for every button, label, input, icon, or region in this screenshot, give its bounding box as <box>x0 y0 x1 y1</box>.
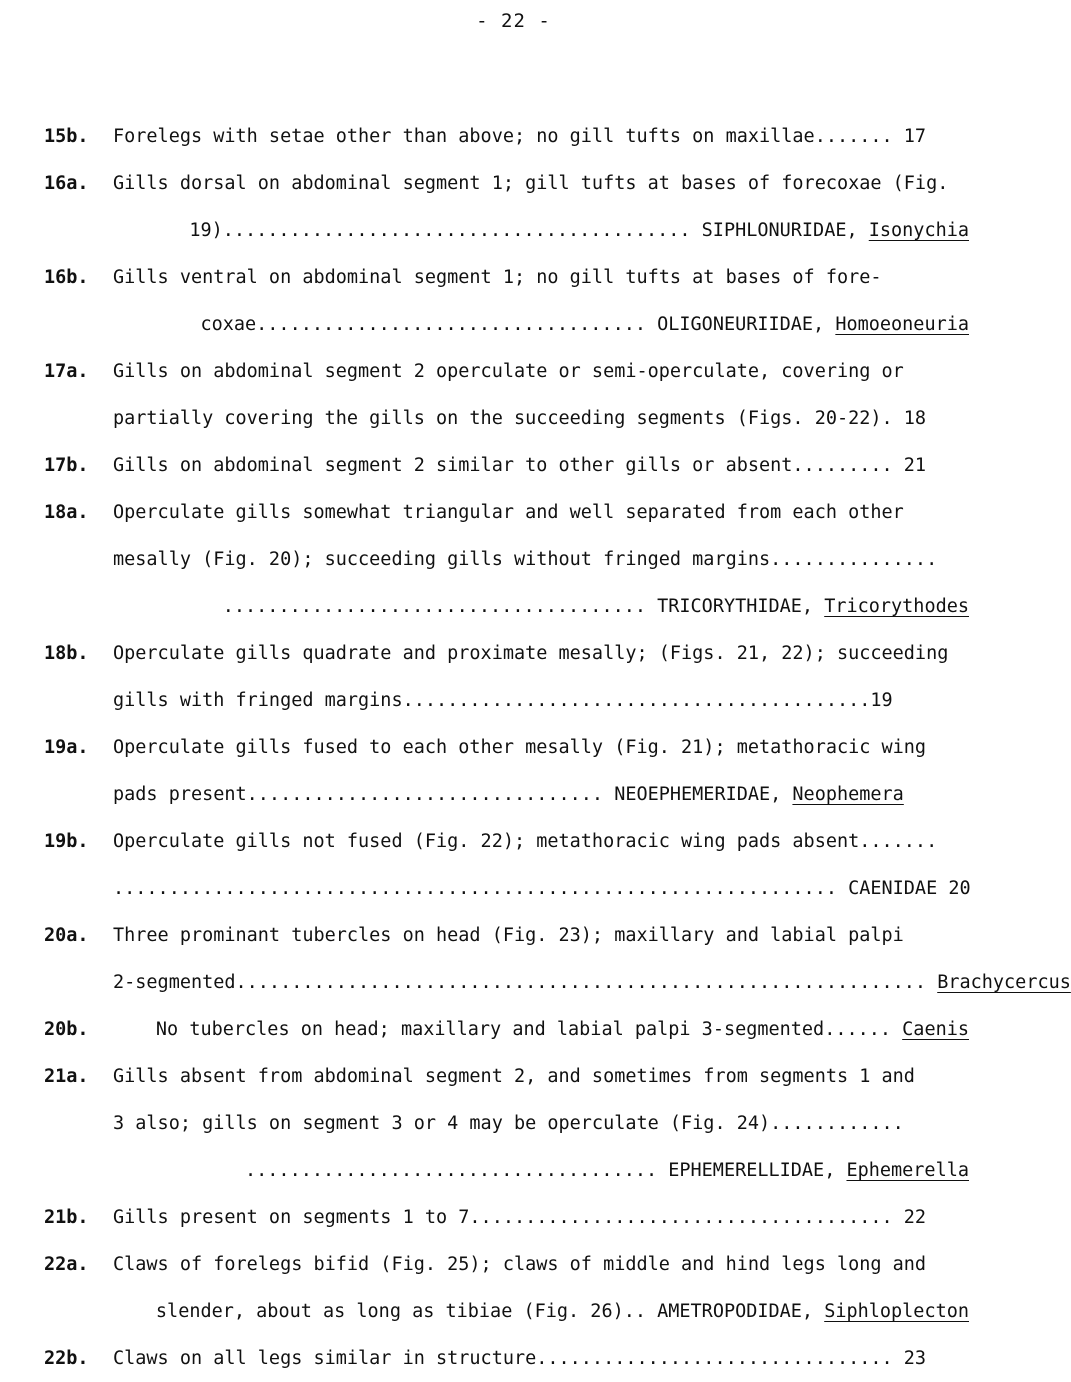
couplet-text <box>113 160 1027 207</box>
couplet-number: 22a. <box>44 1254 89 1275</box>
genus-name: Siphloplecton <box>824 1301 969 1322</box>
couplet-text <box>113 1100 1027 1147</box>
couplet-statement: gills with fringed margins..........................................19 <box>113 690 893 711</box>
key-line <box>0 1147 1027 1194</box>
key-line <box>0 959 1071 1006</box>
key-line <box>0 489 1027 536</box>
couplet-text <box>113 254 1027 301</box>
genus-name: Isonychia <box>868 220 969 241</box>
couplet-statement: ..................................... EPHEMERELLIDAE, <box>245 1160 847 1181</box>
couplet-statement: slender, about as long as tibiae (Fig. 26).. AMETROPODIDAE, <box>155 1301 825 1322</box>
key-line <box>0 1335 1027 1382</box>
couplet-number: 19a. <box>44 737 89 758</box>
key-line <box>0 1288 1027 1335</box>
couplet-text <box>113 1194 1027 1241</box>
key-line <box>0 1053 1027 1100</box>
key-line <box>0 630 1027 677</box>
page-number: - 22 - <box>476 10 551 32</box>
genus-name: Homoeoneuria <box>835 314 969 335</box>
key-line <box>0 442 1027 489</box>
couplet-statement: Gills absent from abdominal segment 2, and sometimes from segments 1 and <box>113 1066 915 1087</box>
couplet-statement: Gills dorsal on abdominal segment 1; gill tufts at bases of forecoxae (Fig. <box>113 173 949 194</box>
couplet-statement: pads present................................ NEOEPHEMERIDAE, <box>113 784 793 805</box>
key-line <box>0 583 1027 630</box>
couplet-number: 17b. <box>44 455 89 476</box>
key-line <box>0 865 1027 912</box>
couplet-text <box>113 442 1027 489</box>
couplet-text <box>113 583 969 630</box>
couplet-number: 22b. <box>44 1348 89 1369</box>
key-line <box>0 395 1027 442</box>
couplet-number: 18a. <box>44 502 89 523</box>
key-line <box>0 724 1027 771</box>
couplet-statement: ................................................................. CAENIDAE 20 <box>113 878 971 899</box>
key-line <box>0 254 1027 301</box>
couplet-text <box>113 348 1027 395</box>
couplet-statement: 3 also; gills on segment 3 or 4 may be operculate (Fig. 24)............ <box>113 1113 904 1134</box>
couplet-number: 21a. <box>44 1066 89 1087</box>
couplet-statement: Operculate gills quadrate and proximate mesally; (Figs. 21, 22); succeeding <box>113 643 949 664</box>
key-line <box>0 1241 1027 1288</box>
couplet-statement: Gills on abdominal segment 2 similar to other gills or absent......... 21 <box>113 455 927 476</box>
key-line <box>0 912 1027 959</box>
couplet-statement: 19).......................................... SIPHLONURIDAE, <box>189 220 869 241</box>
couplet-text <box>113 818 1027 865</box>
couplet-number: 16a. <box>44 173 89 194</box>
couplet-number: 16b. <box>44 267 89 288</box>
genus-name: Ephemerella <box>846 1160 969 1181</box>
couplet-statement: Claws of forelegs bifid (Fig. 25); claws of middle and hind legs long and <box>113 1254 927 1275</box>
couplet-statement: Forelegs with setae other than above; no gill tufts on maxillae....... 17 <box>113 126 927 147</box>
couplet-text <box>113 1335 1027 1382</box>
couplet-text <box>113 865 969 912</box>
couplet-text <box>113 301 969 348</box>
key-line <box>0 1006 1027 1053</box>
couplet-number: 15b. <box>44 126 89 147</box>
couplet-text <box>113 113 1027 160</box>
couplet-text <box>113 1006 969 1053</box>
couplet-text <box>113 536 1027 583</box>
couplet-text <box>113 207 969 254</box>
couplet-text <box>113 771 1027 818</box>
key-line <box>0 818 1027 865</box>
genus-name: Neophemera <box>792 784 904 805</box>
couplet-text <box>113 724 1027 771</box>
couplet-text <box>113 1053 1027 1100</box>
couplet-number: 18b. <box>44 643 89 664</box>
genus-name: Caenis <box>902 1019 969 1040</box>
couplet-text <box>113 1147 969 1194</box>
key-line <box>0 207 1027 254</box>
couplet-statement: coxae................................... OLIGONEURIIDAE, <box>200 314 836 335</box>
couplet-text <box>113 630 1027 677</box>
couplet-number: 20b. <box>44 1019 89 1040</box>
couplet-statement: Operculate gills somewhat triangular and well separated from each other <box>113 502 904 523</box>
couplet-statement: Three prominant tubercles on head (Fig. 23); maxillary and labial palpi <box>113 925 904 946</box>
couplet-statement: mesally (Fig. 20); succeeding gills without fringed margins............... <box>113 549 938 570</box>
couplet-statement: ...................................... TRICORYTHIDAE, <box>222 596 825 617</box>
couplet-statement: Gills on abdominal segment 2 operculate or semi-operculate, covering or <box>113 361 904 382</box>
couplet-statement: Gills present on segments 1 to 7...................................... 22 <box>113 1207 927 1228</box>
genus-name: Tricorythodes <box>824 596 969 617</box>
key-line <box>0 771 1027 818</box>
couplet-statement: Operculate gills fused to each other mesally (Fig. 21); metathoracic wing <box>113 737 927 758</box>
couplet-text <box>113 395 1027 442</box>
couplet-text <box>113 1241 1027 1288</box>
couplet-text <box>113 489 1027 536</box>
key-line <box>0 348 1027 395</box>
key-line <box>0 160 1027 207</box>
couplet-number: 20a. <box>44 925 89 946</box>
couplet-text <box>113 1288 969 1335</box>
couplet-number: 21b. <box>44 1207 89 1228</box>
couplet-statement: Claws on all legs similar in structure................................ 23 <box>113 1348 927 1369</box>
genus-name: Brachycercus <box>937 972 1071 993</box>
couplet-text <box>113 677 1027 724</box>
key-line <box>0 301 1027 348</box>
couplet-text <box>113 912 1027 959</box>
couplet-statement: Gills ventral on abdominal segment 1; no gill tufts at bases of fore- <box>113 267 882 288</box>
couplet-statement: partially covering the gills on the succeeding segments (Figs. 20-22). 18 <box>113 408 927 429</box>
key-line <box>0 1194 1027 1241</box>
couplet-statement: No tubercles on head; maxillary and labial palpi 3-segmented...... <box>155 1019 903 1040</box>
couplet-number: 19b. <box>44 831 89 852</box>
couplet-number: 17a. <box>44 361 89 382</box>
key-line <box>0 536 1027 583</box>
key-line <box>0 1100 1027 1147</box>
couplet-statement: 2-segmented.............................................................. <box>113 972 938 993</box>
couplet-statement: Operculate gills not fused (Fig. 22); metathoracic wing pads absent....... <box>113 831 938 852</box>
key-line <box>0 677 1027 724</box>
identification-key <box>0 113 1071 1382</box>
key-line <box>0 113 1027 160</box>
couplet-text <box>113 959 1071 1006</box>
